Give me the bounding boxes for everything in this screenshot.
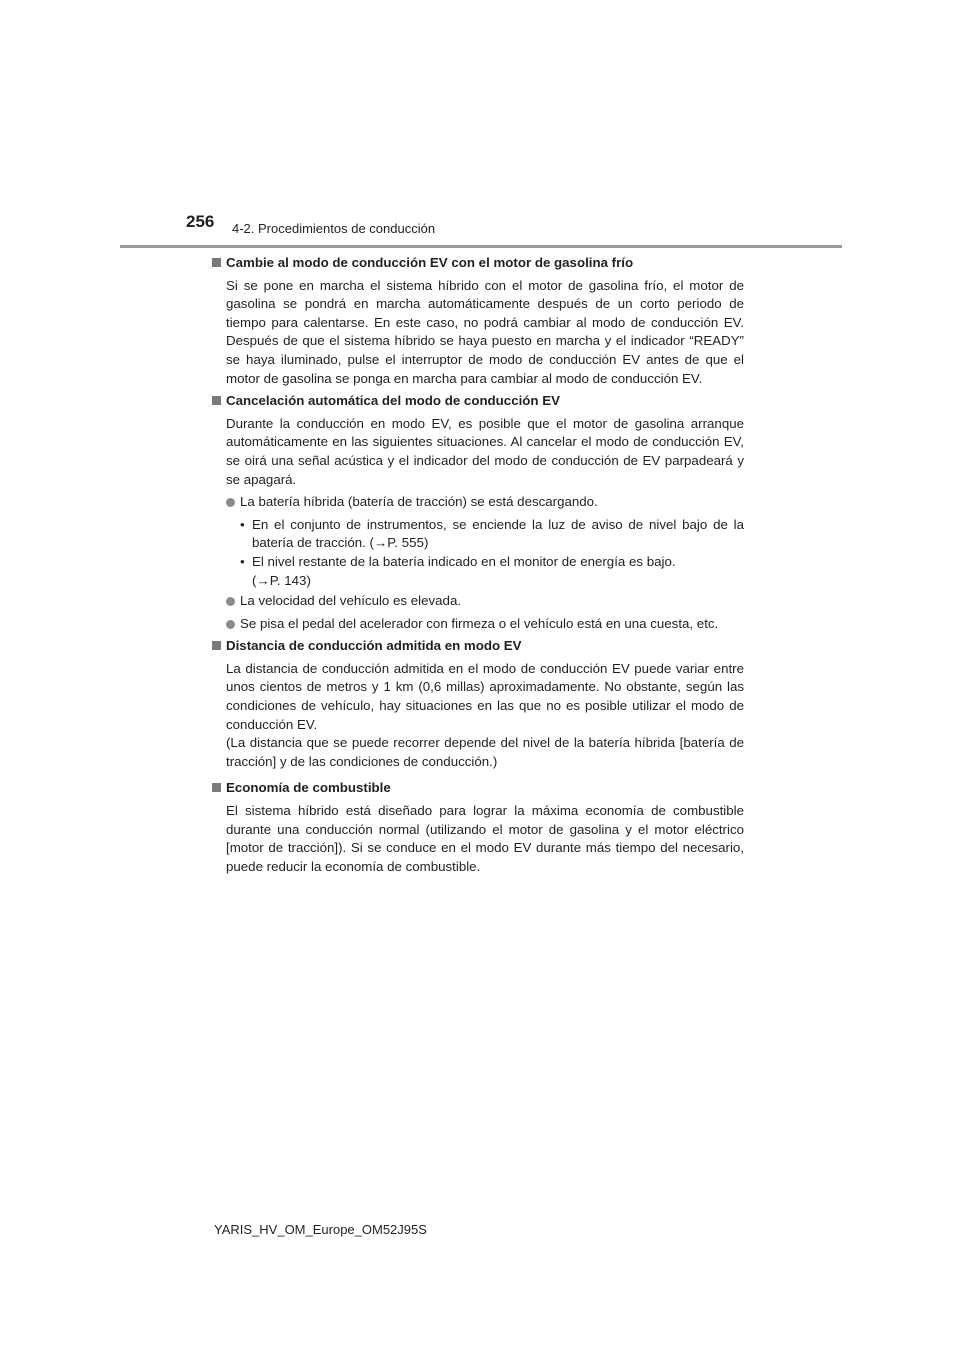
section-title: 4-2. Procedimientos de conducción <box>232 221 436 236</box>
document-footer: YARIS_HV_OM_Europe_OM52J95S <box>214 1222 427 1237</box>
square-bullet-icon <box>212 258 221 267</box>
circle-bullet-icon <box>226 498 235 507</box>
sub-list-item: • En el conjunto de instrumentos, se enciende la luz de aviso de nivel bajo de la batería de tracción. (→P. 555) <box>240 516 744 551</box>
square-bullet-icon <box>212 641 221 650</box>
circle-bullet-icon <box>226 620 235 629</box>
bullet-mark: • <box>240 516 245 532</box>
sub-list-item: • El nivel restante de la batería indicado en el monitor de energía es bajo. <box>210 553 744 572</box>
page-number: 256 <box>186 212 215 231</box>
square-bullet-icon <box>212 783 221 792</box>
list-item: La velocidad del vehículo es elevada. <box>210 592 744 611</box>
section-heading: Economía de combustible <box>210 779 744 798</box>
header-divider <box>120 245 842 248</box>
section-auto-cancel <box>210 392 744 633</box>
circle-bullet-icon <box>226 597 235 606</box>
list-item: La batería híbrida (batería de tracción) se está descargando. <box>210 493 744 512</box>
sub-list-item-continued: (→P. 143) <box>252 572 311 588</box>
section-economy <box>210 779 744 876</box>
list-item: Se pisa el pedal del acelerador con firmeza o el vehículo está en una cuesta, etc. <box>210 615 744 634</box>
section-body: El sistema híbrido está diseñado para lograr la máxima economía de combustible durante una conducción normal (utilizando el motor de gasolina y el motor eléctrico [motor de tracción]). Si se conduce en el modo EV durante más tiempo del necesario, puede reducir la economía de combustible. <box>226 803 744 874</box>
section-body: Durante la conducción en modo EV, es posible que el motor de gasolina arranque automáticamente en las siguientes situaciones. Al cancelar el modo de conducción EV, se oirá una señal acústica y el indicador del modo de conducción de EV parpadeará y se apagará. <box>226 415 744 487</box>
page-header <box>120 212 842 248</box>
square-bullet-icon <box>212 396 221 405</box>
section-heading: Distancia de conducción admitida en modo EV <box>210 637 744 656</box>
section-cold-engine <box>210 254 744 388</box>
main-content <box>210 254 744 880</box>
section-note: (La distancia que se puede recorrer depende del nivel de la batería híbrida [batería de tracción] y de las condiciones de conducción.) <box>226 735 744 769</box>
section-body: La distancia de conducción admitida en el modo de conducción EV puede variar entre unos cientos de metros y 1 km (0,6 millas) aproximadamente. No obstante, según las condiciones de vehículo, hay situaciones en las que no es posible utilizar el modo de conducción EV. (La distancia que se puede recorrer depende del nivel de la batería híbrida [batería de tracción] y de las condiciones de conducción.) <box>226 660 744 769</box>
bullet-mark: • <box>240 553 245 569</box>
sub-list <box>210 516 744 590</box>
section-heading: Cancelación automática del modo de conducción EV <box>210 392 744 411</box>
section-distance <box>210 637 744 775</box>
section-heading: Cambie al modo de conducción EV con el motor de gasolina frío <box>210 254 744 273</box>
section-body: Si se pone en marcha el sistema híbrido con el motor de gasolina frío, el motor de gasolina se pondrá en marcha automáticamente después de un corto periodo de tiempo para calentarse. En este caso, no podrá cambiar al modo de conducción EV. Después de que el sistema híbrido se haya puesto en marcha y el indicador “READY” se haya iluminado, pulse el interruptor de modo de conducción EV antes de que el motor de gasolina se ponga en marcha para cambiar al modo de conducción EV. <box>226 277 744 386</box>
